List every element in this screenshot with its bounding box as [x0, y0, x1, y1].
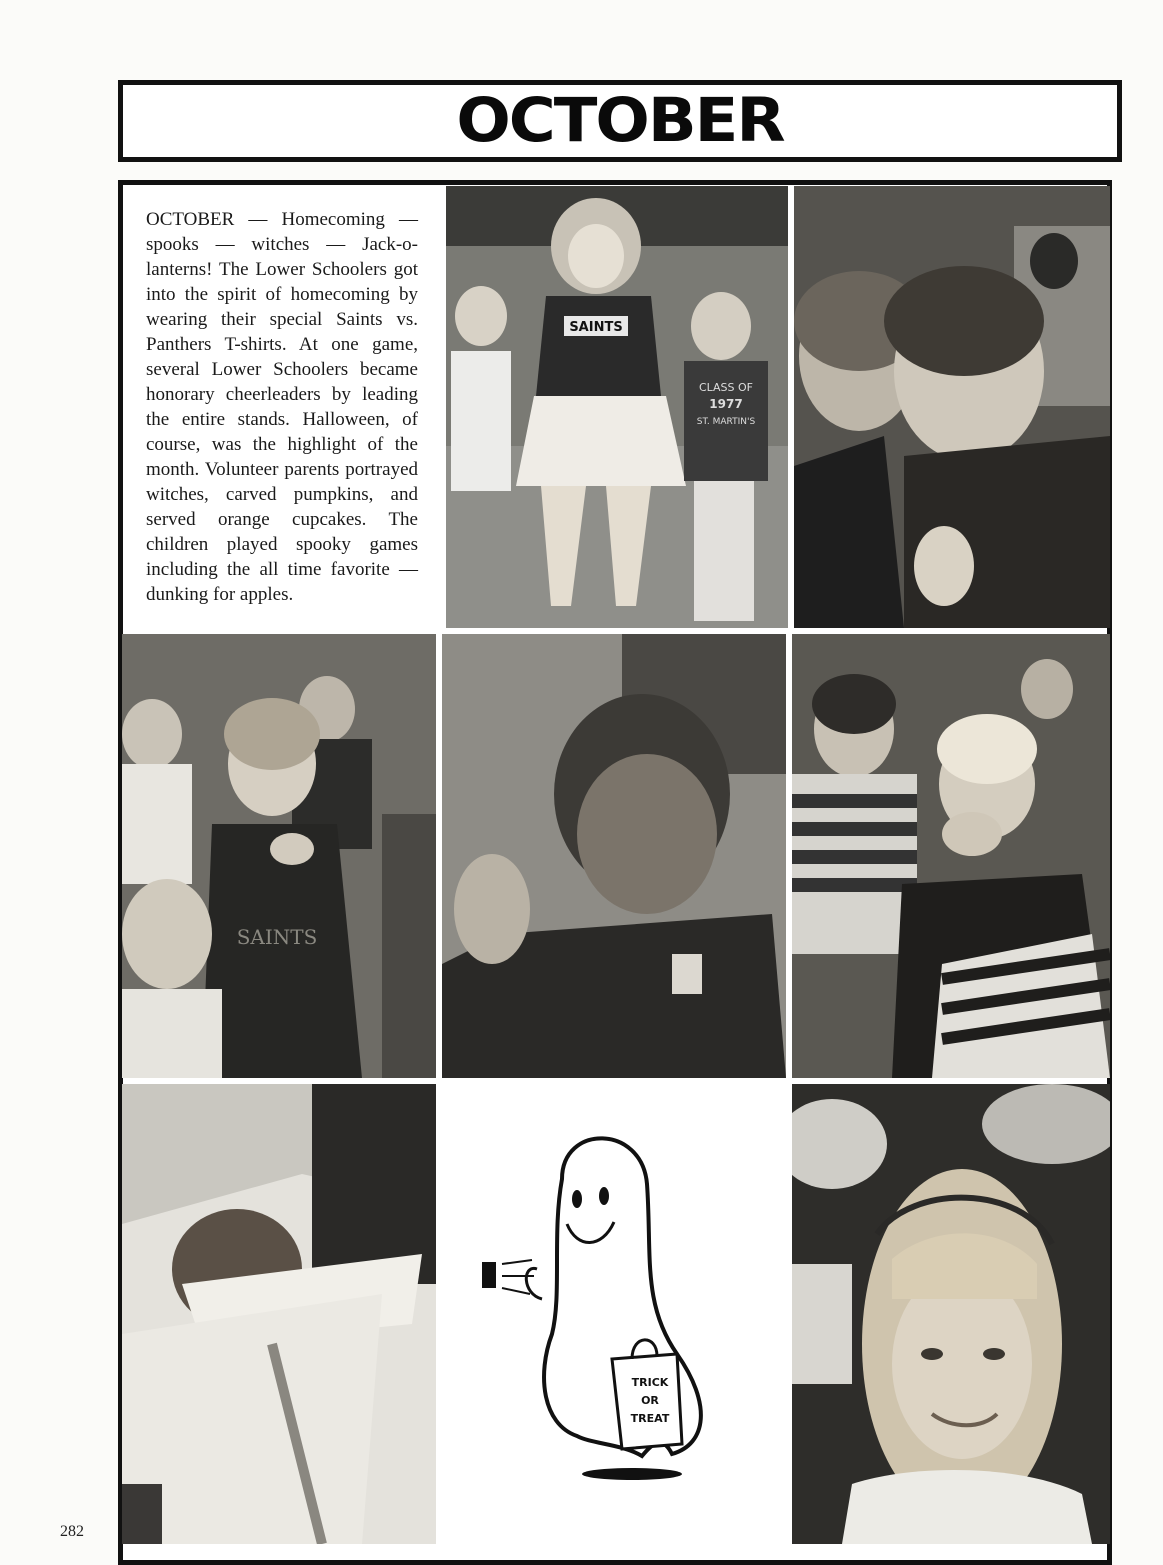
photo-waving-boy — [442, 634, 786, 1078]
article-text: OCTOBER — Homecoming — spooks — witches — Jack-o-lanterns! The Lower Schoolers got into the spirit of homecoming by wearing their special Saints vs. Panthers T-shirts. At one game, several Lower Schoolers became honorary cheerleaders by leading the entire stands. Halloween, of course, was the highlight of the month. Volunteer parents portrayed witches, carved pumpkins, and served orange cupcakes. The children played spooky games including the all time favorite — dunking for apples. — [146, 209, 418, 605]
svg-text:TREAT: TREAT — [630, 1412, 670, 1425]
svg-text:OR: OR — [641, 1394, 659, 1407]
page-number: 282 — [60, 1523, 84, 1540]
ghost-drawing — [442, 1084, 786, 1544]
title-banner — [118, 80, 1122, 162]
photo-pledge — [122, 634, 436, 1078]
svg-text:SAINTS: SAINTS — [569, 320, 623, 335]
svg-text:TRICK: TRICK — [631, 1376, 669, 1389]
photo-dunking-apples — [122, 1084, 436, 1544]
page-title: OCTOBER — [456, 85, 784, 157]
photo-two-boys — [794, 186, 1110, 628]
svg-text:ST. MARTIN'S: ST. MARTIN'S — [696, 417, 756, 427]
svg-text:1977: 1977 — [709, 397, 743, 411]
photo-eating-boy — [792, 634, 1110, 1078]
svg-text:SAINTS: SAINTS — [236, 925, 318, 949]
photo-cheerleader — [446, 186, 788, 628]
photo-smiling-girl — [792, 1084, 1110, 1544]
svg-text:CLASS OF: CLASS OF — [698, 381, 754, 394]
